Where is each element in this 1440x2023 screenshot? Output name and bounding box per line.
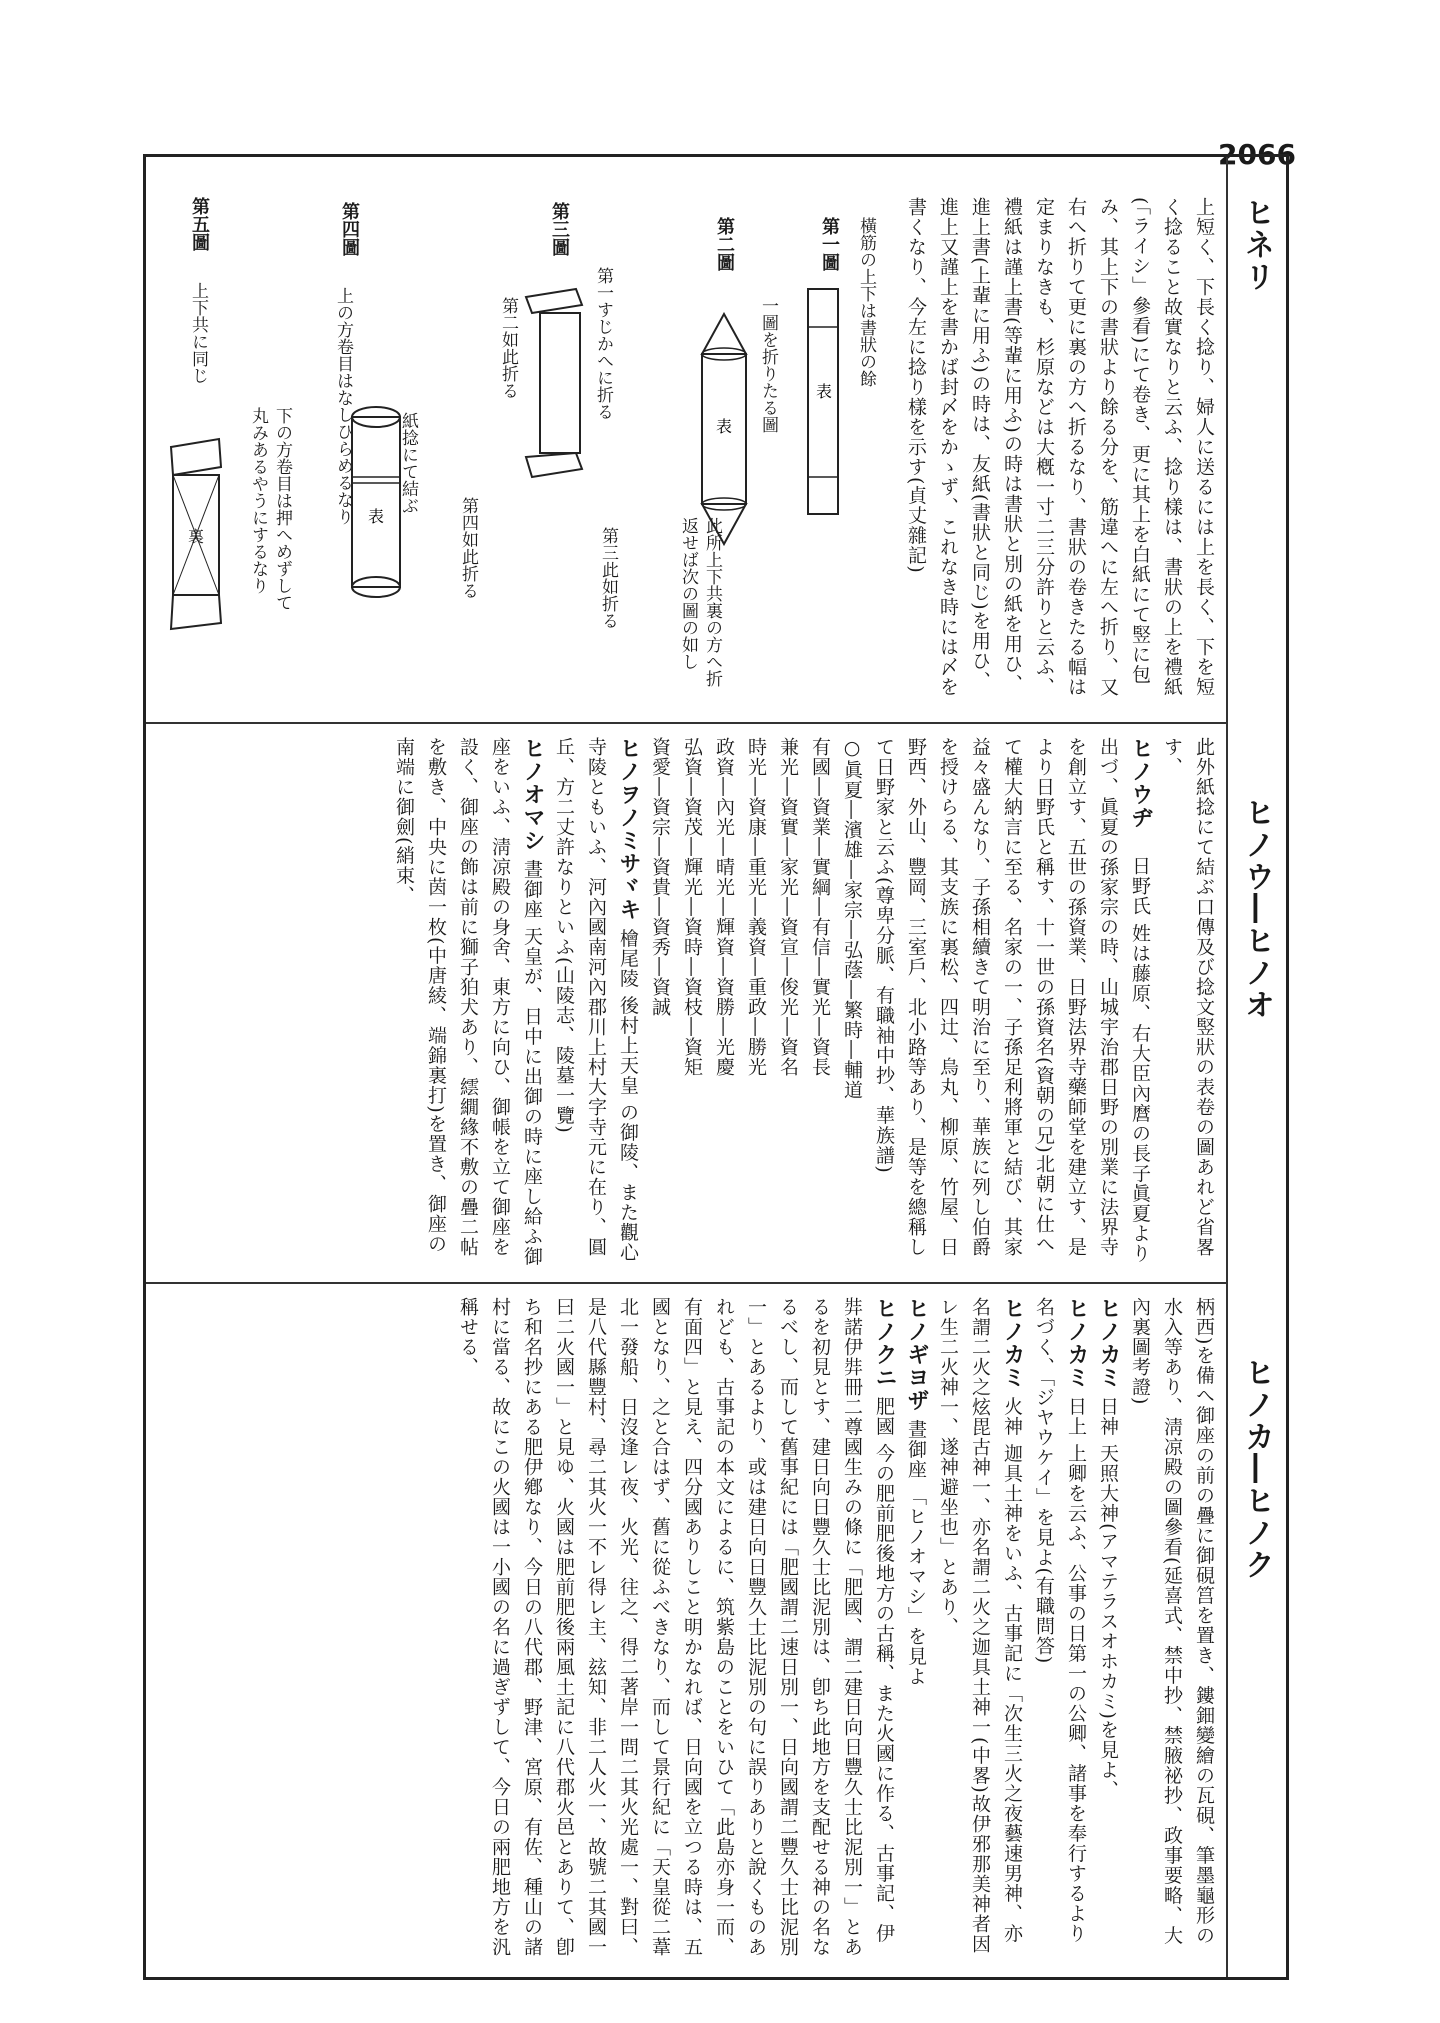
entry-hinokami-2-title: 日上 bbox=[1065, 1396, 1087, 1437]
entry-hinokami-1-head: ヒノカミ bbox=[1096, 1297, 1121, 1389]
figure-3-note-2: 第二如此折る bbox=[498, 297, 518, 399]
middle-intro: 此外紙捻にて結ぶ口傳及び捻文竪狀の表卷の圖あれど省畧す、 bbox=[1161, 737, 1215, 1257]
entry-hinokuni-head: ヒノクニ bbox=[872, 1297, 897, 1389]
page-number: 2066 bbox=[1218, 138, 1296, 171]
lineage-line-4: 時光―資康―重光―義資―重政―勝光 bbox=[745, 737, 767, 1077]
entry-hinogiyoza-head: ヒノギヨザ bbox=[904, 1297, 929, 1412]
bottom-section bbox=[210, 1297, 1220, 1962]
entry-hinokuni bbox=[452, 1297, 900, 1962]
entry-hinogiyoza-text: 「ヒノオマシ」を見よ bbox=[905, 1486, 927, 1687]
entry-hinouji-head: ヒノウヂ bbox=[1128, 737, 1153, 829]
entry-hinokuni-title: 肥國 bbox=[873, 1396, 895, 1437]
figure-3-note-3: 第三此如折る bbox=[598, 527, 618, 629]
entry-hinoonomisasagi-text: の御陵、また觀心寺陵ともいふ、河內國南河內郡川上村大字寺元に在り、圓丘、方二丈許なりといふ(山陵志、陵墓一覽) bbox=[553, 737, 639, 1263]
entry-hinokami-3 bbox=[932, 1297, 1028, 1962]
entry-hinoomashi-head: ヒノオマシ bbox=[520, 737, 545, 852]
top-body-text bbox=[680, 197, 1220, 707]
entry-hinoomashi-title: 晝御座 bbox=[521, 859, 543, 920]
header-divider bbox=[1226, 157, 1228, 1977]
entry-hinokami-3-head: ヒノカミ bbox=[1000, 1297, 1025, 1389]
bottom-continuation: 柄西)を備へ御座の前の疊に御硯筥を置き、鏤鈿變繪の瓦硯、筆墨龜形の水入等あり、淸凉殿の圖參看(延喜式、禁中抄、禁腋祕抄、政事要略、大內裏圖考證) bbox=[1129, 1297, 1215, 1946]
entry-hinokami-2 bbox=[1028, 1297, 1092, 1962]
entry-hinokuni-text: 今の肥前肥後地方の古稱、また火國に作る、古事記、伊弉諾伊弉冊二尊國生みの條に「肥國、謂二建日向日豐久士比泥別一」とあるを初見とす、建日向日豐久士比泥別は、卽ち此地方を支配せる神の名なるべし、而して舊事紀には「肥國謂二速日別一、日向國謂二豐久士比泥別一」とあるより、或は建日向日豐久士比泥別の句に誤りありと說くものあれども、古事記の本文によるに、筑紫島のことをいひて「此島亦身一而、有面四」と見え、四分國ありしこと明かなれば、日向國を立つる時は、五國となり、之と合はず、舊に從ふべきなり、而して景行紀に「天皇從二葦北一發船、日沒逢レ夜、火光、往之、得二著岸一問二其火光處一、對曰、是八代縣豐村、尋二其火一不レ得レ主、玆知、非二人火一、故號二其國一曰二火國一」と見ゆ、火國は肥前肥後兩風土記に八代郡火邑とありて、卽ち和名抄にある肥伊鄕なり、今日の八代郡、野津、宮原、有佐、種山の諸村に當る、故にこの火國は一小國の名に過ぎずして、今日の兩肥地方を汎稱せる、 bbox=[457, 1297, 895, 1957]
entry-hinoomashi bbox=[388, 737, 548, 1272]
figure-5-label: 第五圖 bbox=[189, 197, 210, 251]
lineage-line-6: 弘資―資茂―輝光―資時―資枝―資矩 bbox=[681, 737, 703, 1077]
entry-hinokami-2-head: ヒノカミ bbox=[1064, 1297, 1089, 1389]
middle-section bbox=[210, 737, 1220, 1272]
lineage-line-1: ○眞夏―濱雄―家宗―弘蔭―繁時―輔道 bbox=[841, 737, 863, 1100]
figure-3-label: 第三圖 bbox=[549, 202, 570, 256]
figure-4-note-1: 上の方卷目はなしひらめるなり bbox=[333, 287, 353, 525]
figure-3-note-1: 第一すじかへに折る bbox=[593, 267, 613, 420]
header-bottom: ヒノカ―ヒノク bbox=[1239, 1357, 1274, 1581]
figure-1-note: 橫筋の上下は書狀の餘 bbox=[856, 217, 876, 387]
entry-hinoonomisasagi-title: 檜尾陵 bbox=[617, 928, 639, 989]
entry-hinoomashi-text: 天皇が、日中に出御の時に座し給ふ御座をいふ、淸凉殿の身舍、東方に向ひ、御帳を立て御座を設く、御座の飾は前に獅子狛犬あり、繧繝緣不敷の疊二帖を敷き、中央に茵一枚(中唐綾、端錦裏打)を置き、御座の南端に御劍(綃束、 bbox=[393, 737, 543, 1267]
figure-2-inner-text: 表 bbox=[716, 417, 733, 436]
lineage-line-2: 有國―資業―實綱―有信―實光―資長 bbox=[809, 737, 831, 1077]
entry-hinouji-text: 姓は藤原、右大臣內麿の長子眞夏より出づ、眞夏の孫家宗の時、山城宇治郡日野の別業に法界寺を創立す、五世の孫資業、日野法界寺藥師堂を建立す、是より日野氏と稱す、十一世の孫資名(資朝の兄)北朝に仕へて權大納言に至る、名家の一、子孫足利將軍と結び、其家益々盛んなり、子孫相續きて明治に至り、華族に列し伯爵を授けらる、其支族に裏松、四辻、烏丸、柳原、竹屋、日野西、外山、豐岡、三室戶、北小路等あり、是等を總稱して日野家と云ふ(尊卑分脈、有職袖中抄、華族譜) bbox=[873, 737, 1151, 1264]
figure-4-drawing bbox=[341, 397, 411, 617]
figure-4-note-2: 下の方卷目は押へめずして丸みあるやうにするなり bbox=[248, 407, 292, 611]
figure-1-inner-text: 表 bbox=[816, 382, 833, 401]
top-body-paragraph: 上短く、下長く捻り、婦人に送るには上を長く、下を短く捻ること故實なりと云ふ、捻り樣は、書狀の上を禮紙(「ライシ」參看)にて卷き、更に其上を白紙にて竪に包み、其上下の書狀より餘る分を、筋違へに左へ折り、又右へ折りて更に裏の方へ折るなり、書狀の卷きたる幅は定まりなきも、杉原などは大槪一寸二三分許りと云ふ、禮紙は謹上書(等輩に用ふ)の時は書狀と別の紙を用ひ、進上書(上輩に用ふ)の時は、友紙(書狀と同じ)を用ひ、進上又謹上を書かば封〆をかゝず、これなき時には〆を書くなり、今左に捻り樣を示す(貞丈雜記) bbox=[905, 197, 1215, 697]
entry-hinouji bbox=[868, 737, 1156, 1272]
figure-1-label: 第一圖 bbox=[819, 217, 840, 271]
header-middle: ヒノウ―ヒノオ bbox=[1239, 797, 1274, 1021]
figure-5-inner-text: 裏 bbox=[188, 527, 205, 546]
entry-hinoonomisasagi-subtitle: 後村上天皇 bbox=[617, 995, 639, 1096]
entry-hinokami-2-text: 上卿を云ふ、公事の日第一の公卿、諸事を奉行するより名づく、「ジヤウケイ」を見よ(有職問答) bbox=[1033, 1297, 1087, 1944]
entry-hinokami-1 bbox=[1092, 1297, 1124, 1962]
entry-hinokami-1-title: 日神 bbox=[1097, 1396, 1119, 1437]
section-divider-2 bbox=[146, 1282, 1226, 1284]
lineage-line-3: 兼光―資實―家光―資宣―俊光―資名 bbox=[777, 737, 799, 1077]
figure-4-note-3: 紙捻にて結ぶ bbox=[398, 412, 418, 514]
figure-1-drawing bbox=[796, 287, 856, 517]
entry-hinoonomisasagi-head: ヒノヲノミサヾキ bbox=[616, 737, 641, 921]
figure-2-note-1: 一圖を折りたる圖 bbox=[758, 297, 778, 433]
lineage-line-5: 政資―內光―晴光―輝資―資勝―光慶 bbox=[713, 737, 735, 1077]
entry-hinokami-1-text: 天照大神(アマテラスオホカミ)を見よ、 bbox=[1097, 1443, 1119, 1800]
section-divider-1 bbox=[146, 722, 1226, 724]
figure-2-drawing bbox=[694, 312, 754, 552]
entry-hinokami-3-text: 迦具土神をいふ、古事記に「次生三火之夜藝速男神、亦名謂二火之炫毘古神一、亦名謂二火之迦具土神一(中畧)故伊邪那美神者因レ生二火神一、遂神避坐也」とあり、 bbox=[937, 1297, 1023, 1954]
entry-hinoonomisasagi bbox=[548, 737, 644, 1272]
entry-hinokami-3-title: 火神 bbox=[1001, 1396, 1023, 1437]
entry-hinogiyoza-title: 晝御座 bbox=[905, 1419, 927, 1480]
figure-3-drawing bbox=[516, 287, 596, 487]
entry-hinogiyoza bbox=[900, 1297, 932, 1962]
figure-4-inner-text: 表 bbox=[368, 507, 385, 526]
figure-5-drawing bbox=[161, 437, 231, 637]
figure-2-label: 第二圖 bbox=[714, 217, 735, 271]
entry-hinouji-title: 日野氏 bbox=[1129, 856, 1151, 917]
figure-4-label: 第四圖 bbox=[339, 202, 360, 256]
figure-5-note: 上下共に同じ bbox=[188, 282, 208, 384]
lineage-line-7: 資愛―資宗―資貴―資秀―資誠 bbox=[649, 737, 671, 1017]
figure-4-note-4: 第四如此折る bbox=[458, 497, 478, 599]
figure-2-note-2: 此所上下共裏の方へ折返せば次の圖の如し bbox=[678, 517, 722, 687]
header-top: ヒネリ bbox=[1239, 197, 1274, 293]
page-frame bbox=[143, 154, 1289, 1980]
